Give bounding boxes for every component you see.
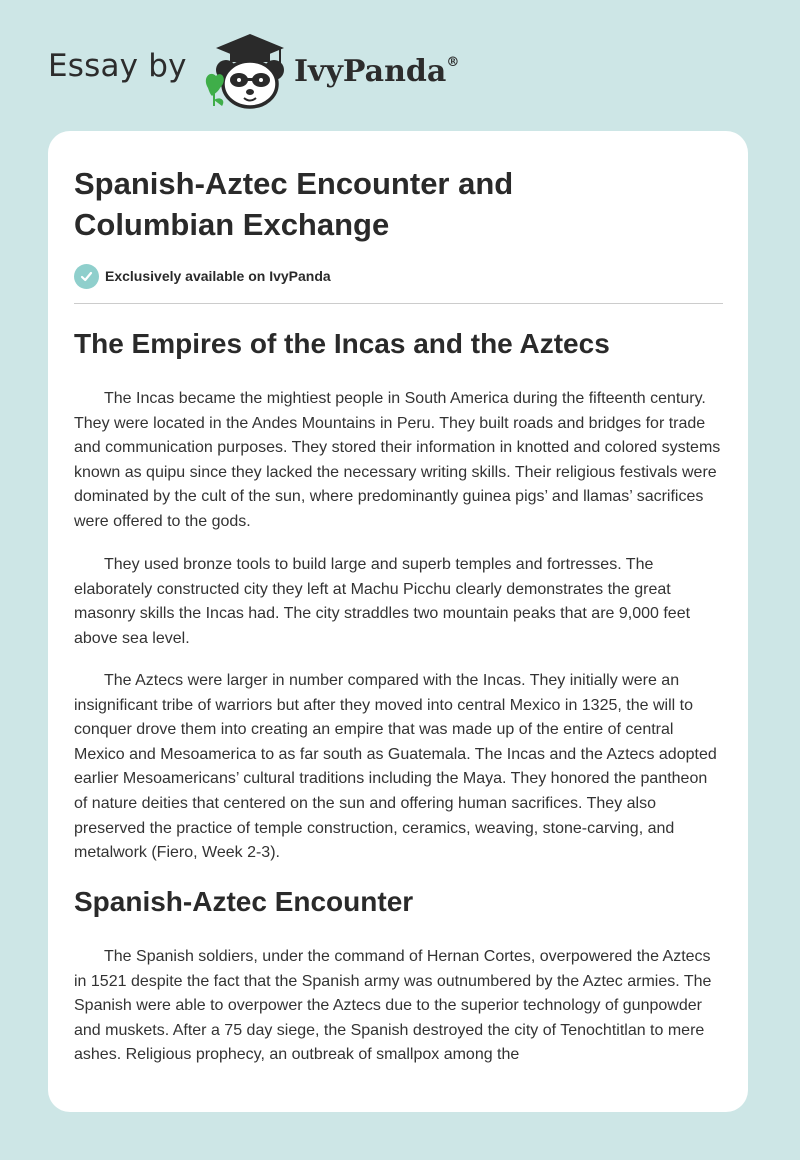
paragraph: They used bronze tools to build large and superb temples and fortresses. The elaborately constructed city they left at Machu Picchu clearly demonstrates the great masonry skills the Incas had. The city straddles two mountain peaks that are 9,000 feet above sea level. bbox=[74, 556, 691, 647]
article-card bbox=[48, 131, 748, 1112]
check-icon bbox=[74, 264, 99, 289]
section-heading-empires: The Empires of the Incas and the Aztecs bbox=[74, 328, 610, 359]
paragraph: The Spanish soldiers, under the command of Hernan Cortes, overpowered the Aztecs in 1521 despite the fact that the Spanish army was outnumbered by the Aztec armies. The Spanish were able to overpower the Aztecs due to the superior technology of gunpowder and muskets. After a 75 day siege, the Spanish destroyed the city of Tenochtitlan to mere ashes. Religious prophecy, an outbreak of smallpox among the bbox=[74, 948, 712, 1064]
article-title: Spanish-Aztec Encounter and Columbian Exchange bbox=[74, 166, 514, 242]
essay-by-label: Essay by bbox=[48, 48, 187, 84]
exclusive-badge-label: Exclusively available on IvyPanda bbox=[105, 268, 331, 284]
paragraph: The Aztecs were larger in number compared with the Incas. They initially were an insignificant tribe of warriors but after they moved into central Mexico in 1325, the will to conquer drove them into creating an empire that was made up of the entire of central Mexico and Mesoamerica to as far south as Guatemala. The Incas and the Aztecs adopted earlier Mesoamericans’ cultural traditions including the Maya. They honored the pantheon of nature deities that centered on the sun and offering human sacrifices. They also preserved the practice of temple construction, ceramics, weaving, stone-carving, and metalwork (Fiero, Week 2-3). bbox=[74, 672, 717, 862]
title-divider bbox=[74, 303, 723, 304]
section-heading-encounter: Spanish-Aztec Encounter bbox=[74, 886, 414, 917]
registered-mark: ® bbox=[446, 55, 460, 70]
brand-name[interactable] bbox=[294, 54, 459, 89]
brand-text: IvyPanda bbox=[294, 54, 447, 89]
exclusive-badge bbox=[74, 263, 331, 289]
site-header bbox=[48, 30, 548, 110]
panda-logo-icon[interactable] bbox=[200, 30, 292, 110]
paragraph: The Incas became the mightiest people in South America during the fifteenth century. They were located in the Andes Mountains in Peru. They built roads and bridges for trade and communication purposes. They stored their information in knotted and colored systems known as quipu since they lacked the necessary writing skills. Their religious festivals were dominated by the cult of the sun, where predominantly guinea pigs’ and llamas’ sacrifices were offered to the gods. bbox=[74, 390, 721, 530]
